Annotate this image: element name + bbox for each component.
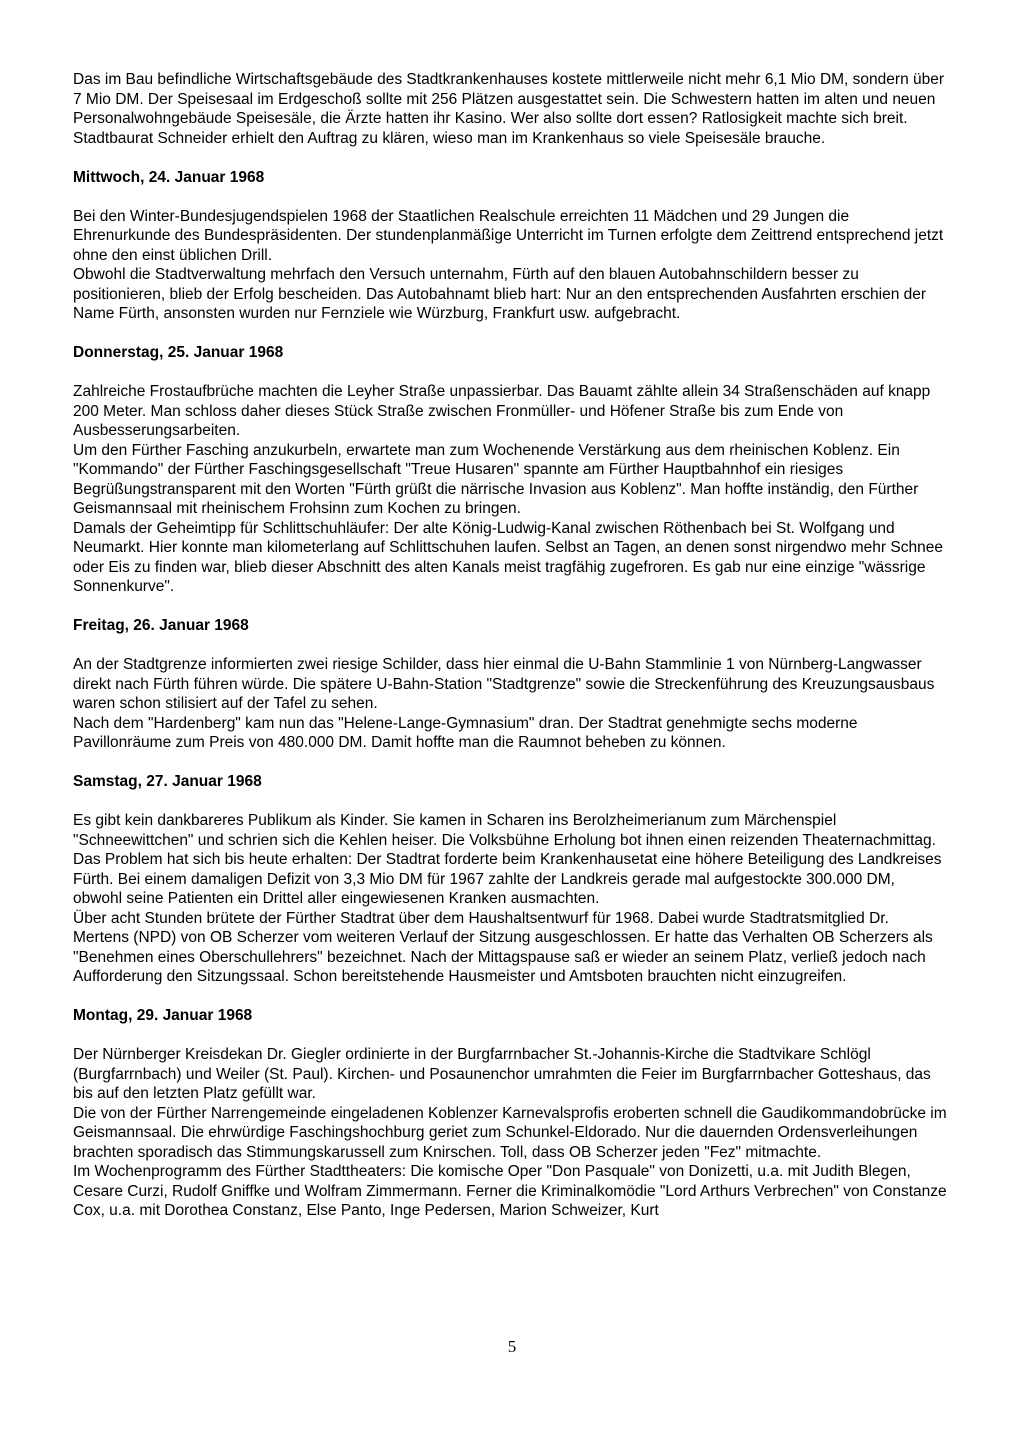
paragraph: Im Wochenprogramm des Fürther Stadttheaters: Die komische Oper "Don Pasquale" von Donizetti, u.a. mit Judith Blegen, Cesare Curzi, Rudolf Gniffke und Wolfram Zimmermann. Ferner die Kriminalkomödie "Lord Arthurs Verbrechen" von Constanze Cox, u.a. mit Dorothea Constanz, Else Panto, Inge Pedersen, Marion Schweizer, Kurt <box>73 1163 947 1219</box>
paragraph: Das Problem hat sich bis heute erhalten: Der Stadtrat forderte beim Krankenhausetat eine höhere Beteiligung des Landkreises Fürth. Bei einem damaligen Defizit von 3,3 Mio DM für 1967 zahlte der Landkreis gerade mal aufgestockte 300.000 DM, obwohl seine Patienten ein Drittel aller eingewiesenen Kranken ausmachten. <box>73 851 942 907</box>
paragraph: Der Nürnberger Kreisdekan Dr. Giegler ordinierte in der Burgfarrnbacher St.-Johannis-Kirche die Stadtvikare Schlögl (Burgfarrnbach) und Weiler (St. Paul). Kirchen- und Posaunenchor umrahmten die Feier im Burgfarrnbacher Gotteshaus, das bis auf den letzten Platz gefüllt war. <box>73 1046 931 1102</box>
section-heading-monday: Montag, 29. Januar 1968 <box>73 1007 253 1024</box>
section-heading-friday: Freitag, 26. Januar 1968 <box>73 617 249 634</box>
paragraph: Bei den Winter-Bundesjugendspielen 1968 der Staatlichen Realschule erreichten 11 Mädchen und 29 Jungen die Ehrenurkunde des Bundespräsidenten. Der stundenplanmäßige Unterricht im Turnen erfolgte dem Zeittrend entsprechend jetzt ohne den einst üblichen Drill. <box>73 207 944 264</box>
section-heading-saturday: Samstag, 27. Januar 1968 <box>73 773 262 790</box>
section-heading-wednesday: Mittwoch, 24. Januar 1968 <box>73 168 265 186</box>
paragraph: An der Stadtgrenze informierten zwei riesige Schilder, dass hier einmal die U-Bahn Stammlinie 1 von Nürnberg-Langwasser direkt nach Fürth führen würde. Die spätere U-Bahn-Station "Stadtgrenze" sowie die Streckenführung des Kreuzungsausbaus waren schon stilisiert auf der Tafel zu sehen. <box>73 656 935 712</box>
paragraph: Obwohl die Stadtverwaltung mehrfach den Versuch unternahm, Fürth auf den blauen Autobahnschildern besser zu positionieren, blieb der Erfolg bescheiden. Das Autobahnamt blieb hart: Nur an den entsprechenden Ausfahrten erschien der Name Fürth, ansonsten wurden nur Fernziele wie Würzburg, Frankfurt usw. aufgebracht. <box>73 266 927 322</box>
paragraph: Es gibt kein dankbareres Publikum als Kinder. Sie kamen in Scharen ins Berolzheimerianum zum Märchenspiel "Schneewittchen" und schrien sich die Kehlen heiser. Die Volksbühne Erholung bot ihnen einen reizenden Theaternachmittag. <box>73 812 936 849</box>
document-body <box>73 70 947 1221</box>
page-number: 5 <box>507 1337 517 1356</box>
paragraph: Die von der Fürther Narrengemeinde eingeladenen Koblenzer Karnevalsprofis eroberten schnell die Gaudikommandobrücke im Geismannsaal. Die ehrwürdige Faschingshochburg geriet zum Schunkel-Eldorado. Nur die dauernden Ordensverleihungen brachten sporadisch das Stimmungskarussell zum Knirschen. Toll, dass OB Scherzer jeden "Fez" mitmachte. <box>73 1104 947 1161</box>
paragraph: Nach dem "Hardenberg" kam nun das "Helene-Lange-Gymnasium" dran. Der Stadtrat genehmigte sechs moderne Pavillonräume zum Preis von 480.000 DM. Damit hoffte man die Raumnot beheben zu können. <box>73 714 858 751</box>
paragraph: Über acht Stunden brütete der Fürther Stadtrat über dem Haushaltsentwurf für 1968. Dabei wurde Stadtratsmitglied Dr. Mertens (NPD) von OB Scherzer vom weiteren Verlauf der Sitzung ausgeschlossen. Er hatte das Verhalten OB Scherzers als "Benehmen eines Oberschullehrers" bezeichnet. Nach der Mittagspause saß er wieder an seinem Platz, verließ jedoch nach Aufforderung den Sitzungssaal. Schon bereitstehende Hausmeister und Amtsboten brauchten nicht einzugreifen. <box>73 909 933 985</box>
paragraph: Um den Fürther Fasching anzukurbeln, erwartete man zum Wochenende Verstärkung aus dem rheinischen Koblenz. Ein "Kommando" der Fürther Faschingsgesellschaft "Treue Husaren" spannte am Fürther Hauptbahnhof ein riesiges Begrüßungstransparent mit den Worten "Fürth grüßt die närrische Invasion aus Koblenz". Man hoffte inständig, den Fürther Geismannsaal mit rheinischem Frohsinn zum Kochen zu bringen. <box>73 441 919 517</box>
intro-paragraph: Das im Bau befindliche Wirtschaftsgebäude des Stadtkrankenhauses kostete mittlerweile nicht mehr 6,1 Mio DM, sondern über 7 Mio DM. Der Speisesaal im Erdgeschoß sollte mit 256 Plätzen ausgestattet sein. Die Schwestern hatten im alten und neuen Personalwohngebäude Speisesäle, die Ärzte hatten ihr Kasino. Wer also sollte dort essen? Ratlosigkeit machte sich breit. Stadtbaurat Schneider erhielt den Auftrag zu klären, wieso man im Krankenhaus so viele Speisesäle brauche. <box>73 71 945 147</box>
section-heading-thursday: Donnerstag, 25. Januar 1968 <box>73 344 284 361</box>
paragraph: Zahlreiche Frostaufbrüche machten die Leyher Straße unpassierbar. Das Bauamt zählte allein 34 Straßenschäden auf knapp 200 Meter. Man schloss daher dieses Stück Straße zwischen Fronmüller- und Höfener Straße bis zum Ende von Ausbesserungsarbeiten. <box>73 383 931 439</box>
paragraph: Damals der Geheimtipp für Schlittschuhläufer: Der alte König-Ludwig-Kanal zwischen Röthenbach bei St. Wolfgang und Neumarkt. Hier konnte man kilometerlang auf Schlittschuhen laufen. Selbst an Tagen, an denen sonst nirgendwo mehr Schnee oder Eis zu finden war, blieb dieser Abschnitt des alten Kanals meist tragfähig zugefroren. Es gab nur eine einzige "wässrige Sonnenkurve". <box>73 519 943 595</box>
